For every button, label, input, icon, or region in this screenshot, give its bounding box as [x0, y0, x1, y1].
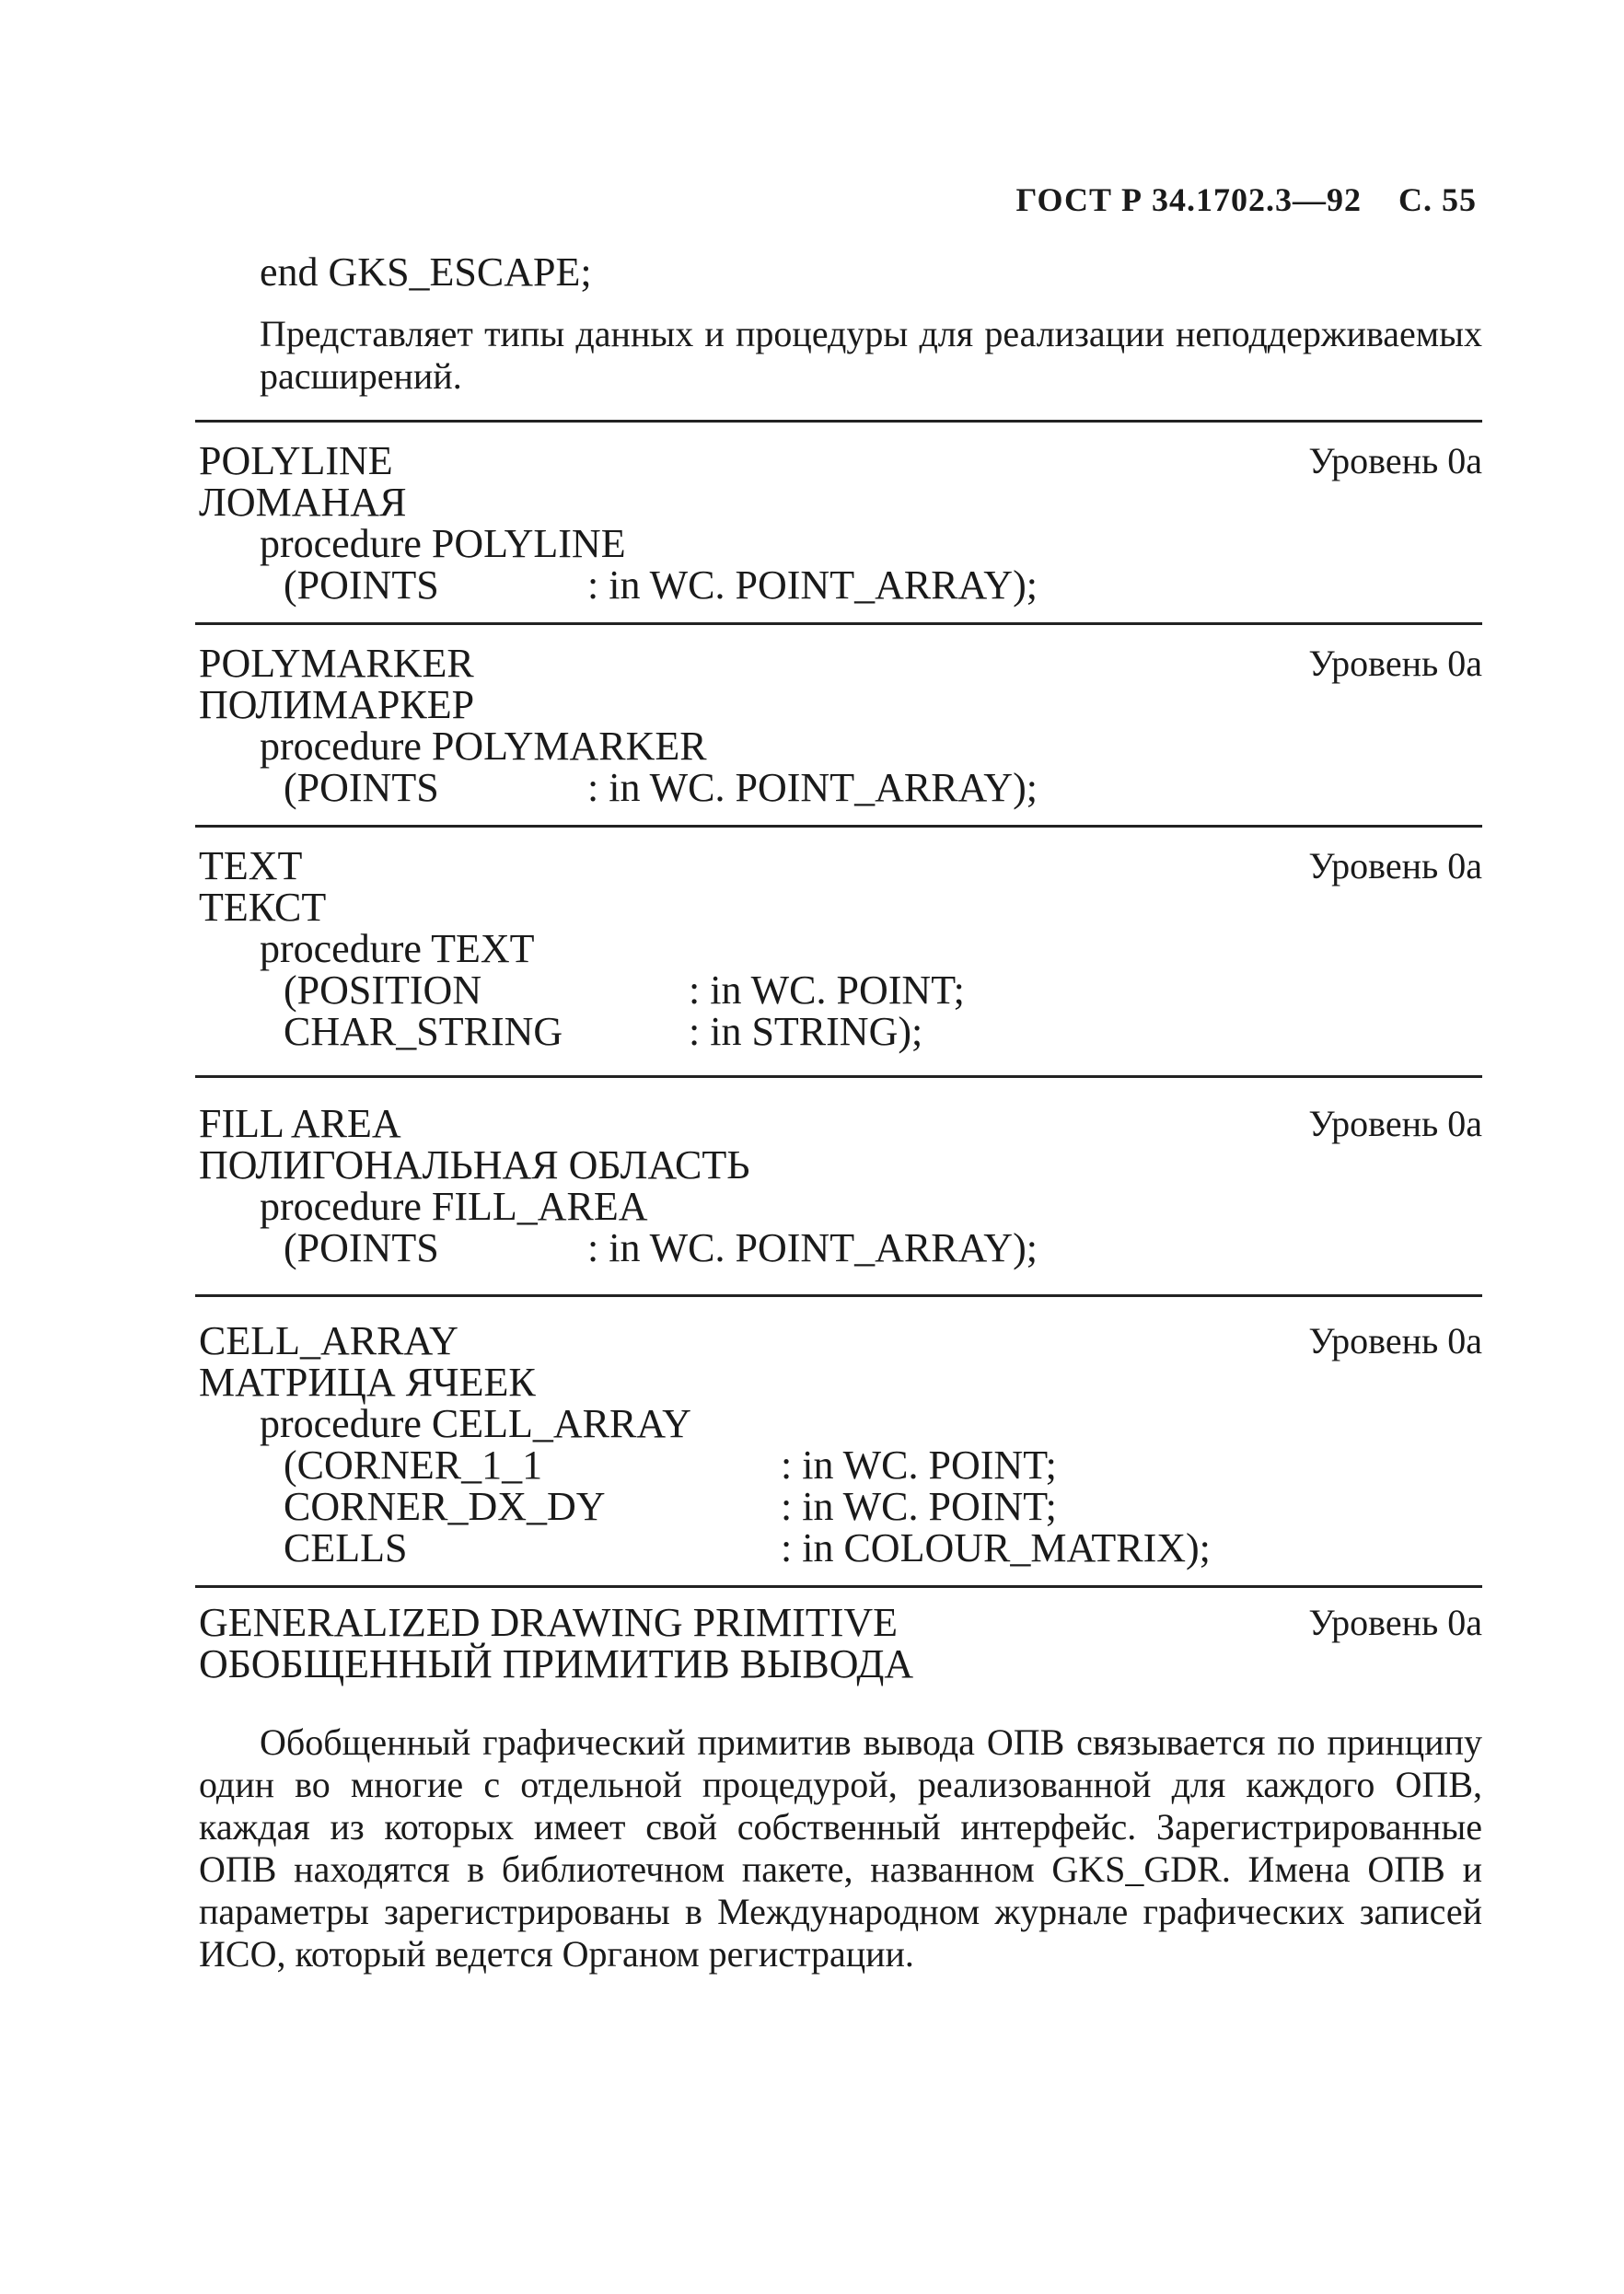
- entry-name-ru: ОБОБЩЕННЫЙ ПРИМИТИВ ВЫВОДА: [199, 1641, 914, 1686]
- entry-generalized-drawing-primitive: [199, 1602, 1482, 1685]
- entry-level: Уровень 0a: [1308, 845, 1482, 886]
- entry-procedure: procedure FILL_AREA: [260, 1184, 648, 1229]
- entry-level: Уровень 0a: [1308, 643, 1482, 684]
- entry-level: Уровень 0a: [1308, 440, 1482, 481]
- param-type: : in WC. POINT_ARRAY);: [587, 765, 1038, 810]
- entry-procedure: procedure POLYLINE: [260, 521, 626, 566]
- section-rule: [195, 1075, 1482, 1078]
- entry-name-ru: ЛОМАНАЯ: [199, 480, 407, 525]
- entry-name-ru: ТЕКСТ: [199, 885, 327, 930]
- section-rule: [195, 420, 1482, 423]
- param-name: (POINTS: [284, 562, 439, 608]
- entry-name-ru: МАТРИЦА ЯЧЕЕК: [199, 1360, 536, 1405]
- gdp-description-paragraph: Обобщенный графический примитив вывода ОПВ связывается по принципу один во многие с отдельной процедурой, реализованной для каждого ОПВ, каждая из которых имеет свой собственный интерфейс. Зарегистрированные ОПВ находятся в библиотечном пакете, названном GKS_GDR. Имена ОПВ и параметры зарегистрированы в Международном журнале графических записей ИСО, который ведется Органом регистрации.: [199, 1721, 1482, 1975]
- entry-param: [199, 969, 1482, 1011]
- entry-name: POLYLINE: [199, 438, 393, 483]
- param-name: (POINTS: [284, 1225, 439, 1270]
- entry-param: [199, 1527, 1482, 1569]
- entry-fill-area: [199, 1103, 1482, 1269]
- entry-param: [199, 767, 1482, 808]
- entry-name: CELL_ARRAY: [199, 1318, 458, 1363]
- param-name: CHAR_STRING: [284, 1009, 563, 1054]
- section-rule: [195, 825, 1482, 828]
- param-type: : in STRING);: [689, 1009, 923, 1054]
- entry-procedure: procedure POLYMARKER: [260, 724, 707, 769]
- entry-param: [199, 1227, 1482, 1269]
- entry-level: Уровень 0a: [1308, 1602, 1482, 1643]
- entry-param: [199, 1011, 1482, 1052]
- param-type: : in WC. POINT_ARRAY);: [587, 562, 1038, 608]
- entry-level: Уровень 0a: [1308, 1103, 1482, 1144]
- entry-param: [199, 564, 1482, 606]
- entry-name-ru: ПОЛИМАРКЕР: [199, 682, 475, 727]
- section-rule: [195, 622, 1482, 625]
- entry-polyline: [199, 440, 1482, 606]
- entry-procedure: procedure TEXT: [260, 926, 535, 971]
- intro-paragraph: Представляет типы данных и процедуры для реализации неподдерживаемых расширений.: [260, 313, 1482, 397]
- param-type: : in WC. POINT;: [781, 1442, 1057, 1488]
- param-name: (CORNER_1_1: [284, 1442, 543, 1488]
- param-type: : in COLOUR_MATRIX);: [781, 1525, 1211, 1570]
- entry-procedure: procedure CELL_ARRAY: [260, 1401, 691, 1446]
- standard-number: ГОСТ Р 34.1702.3—92: [1015, 181, 1362, 218]
- end-statement: end GKS_ESCAPE;: [260, 249, 592, 295]
- entry-param: [199, 1486, 1482, 1527]
- entry-name: POLYMARKER: [199, 641, 474, 686]
- entry-name: GENERALIZED DRAWING PRIMITIVE: [199, 1600, 899, 1645]
- entry-param: [199, 1444, 1482, 1486]
- param-name: CELLS: [284, 1525, 408, 1570]
- param-type: : in WC. POINT_ARRAY);: [587, 1225, 1038, 1270]
- entry-polymarker: [199, 643, 1482, 808]
- param-name: (POINTS: [284, 765, 439, 810]
- page-header: [1016, 180, 1477, 219]
- page-number: С. 55: [1398, 181, 1477, 218]
- param-name: (POSITION: [284, 967, 482, 1013]
- param-name: CORNER_DX_DY: [284, 1484, 606, 1529]
- entry-cell-array: [199, 1320, 1482, 1569]
- entry-level: Уровень 0a: [1308, 1320, 1482, 1361]
- section-rule: [195, 1294, 1482, 1297]
- section-rule: [195, 1585, 1482, 1588]
- param-type: : in WC. POINT;: [689, 967, 965, 1013]
- entry-name: TEXT: [199, 843, 303, 888]
- entry-name: FILL AREA: [199, 1101, 401, 1146]
- entry-text: [199, 845, 1482, 1052]
- param-type: : in WC. POINT;: [781, 1484, 1057, 1529]
- entry-name-ru: ПОЛИГОНАЛЬНАЯ ОБЛАСТЬ: [199, 1142, 750, 1188]
